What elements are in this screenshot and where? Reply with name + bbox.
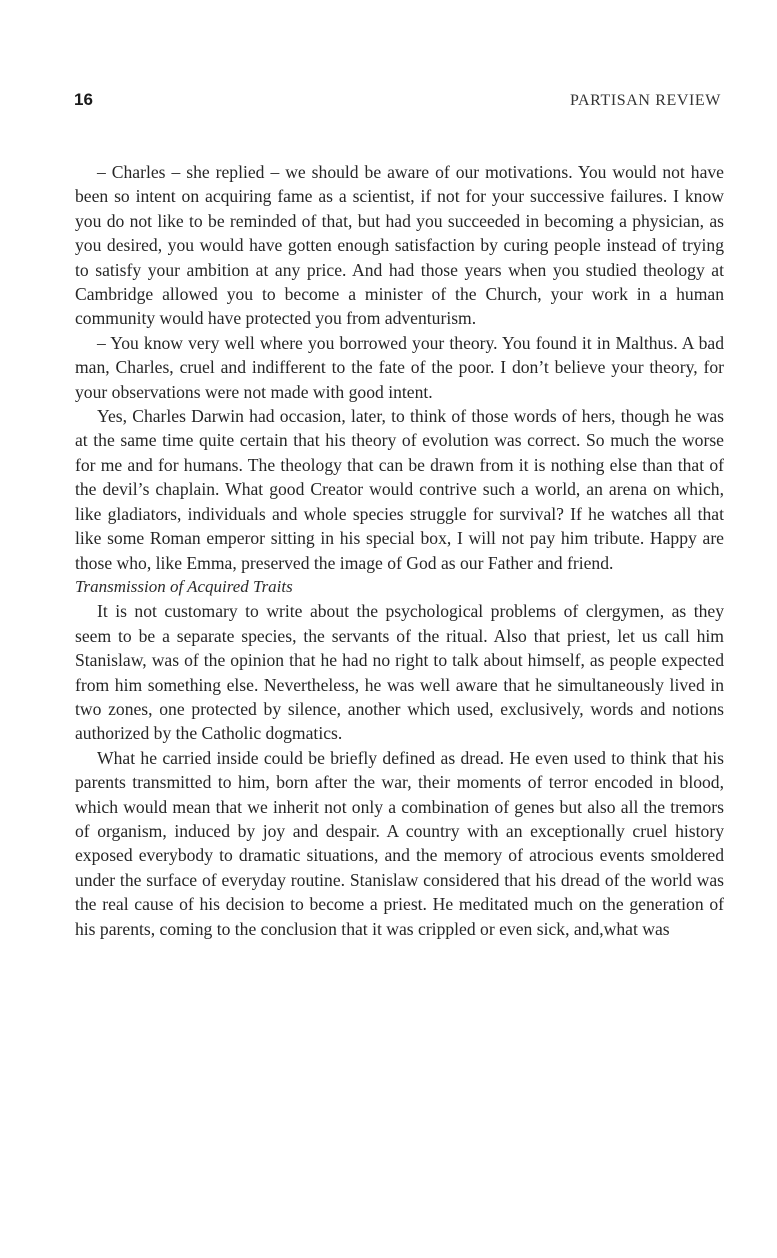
section-heading: Transmission of Acquired Traits [75,576,293,596]
page-header [74,90,721,110]
paragraph: What he carried inside could be briefly defined as dread. He even used to think that his parents transmitted to him, born after the war, their moments of terror encoded in blood, which would mean that we inherit not only a combination of genes but also all the tremors of organism, induced by joy and despair. A country with an exceptionally cruel history exposed everybody to dramatic situations, and the memory of atrocious events smoldered under the surface of everyday routine. Stanislaw considered that his dread of the world was the real cause of his decision to become a priest. He meditated much on the generation of his parents, coming to the conclusion that it was crippled or even sick, and,what was [75,747,724,939]
page-number: 16 [74,90,93,109]
paragraph: It is not customary to write about the psychological problems of clergymen, as they seem to be a separate species, the servants of the ritual. Also that priest, let us call him Stanislaw, was of the opinion that he had no right to talk about himself, as people expected from him something else. Nevertheless, he was well aware that he simultaneously lived in two zones, one protected by silence, another which used, exclusively, words and notions authorized by the Catholic dogmatics. [75,601,724,744]
running-title: PARTISAN REVIEW [569,92,721,109]
paragraph: – Charles – she replied – we should be aware of our motivations. You would not have been so intent on acquiring fame as a scientist, if not for your successive failures. I know you do not like to be reminded of that, but had you succeeded in becoming a physician, as you desired, you would have gotten enough satisfaction by curing people instead of trying to satisfy your ambition at any price. And had those years when you studied theology at Cambridge allowed you to become a minister of the Church, your work in a human community would have protected you from adventurism. [75,162,724,329]
article-body [75,160,724,941]
paragraph: Yes, Charles Darwin had occasion, later, to think of those words of hers, though he was at the same time quite certain that his theory of evolution was correct. So much the worse for me and for humans. The theology that can be drawn from it is nothing else than that of the devil’s chaplain. What good Creator would contrive such a world, an arena on which, like gladiators, individuals and whole species struggle for survival? If he watches all that like some Roman emperor sitting in his special box, I will not pay him tribute. Happy are those who, like Emma, preserved the image of God as our Father and friend. [75,406,724,573]
paragraph: – You know very well where you borrowed your theory. You found it in Malthus. A bad man, Charles, cruel and indifferent to the fate of the poor. I don’t believe your theory, for your observations were not made with good intent. [75,332,724,402]
